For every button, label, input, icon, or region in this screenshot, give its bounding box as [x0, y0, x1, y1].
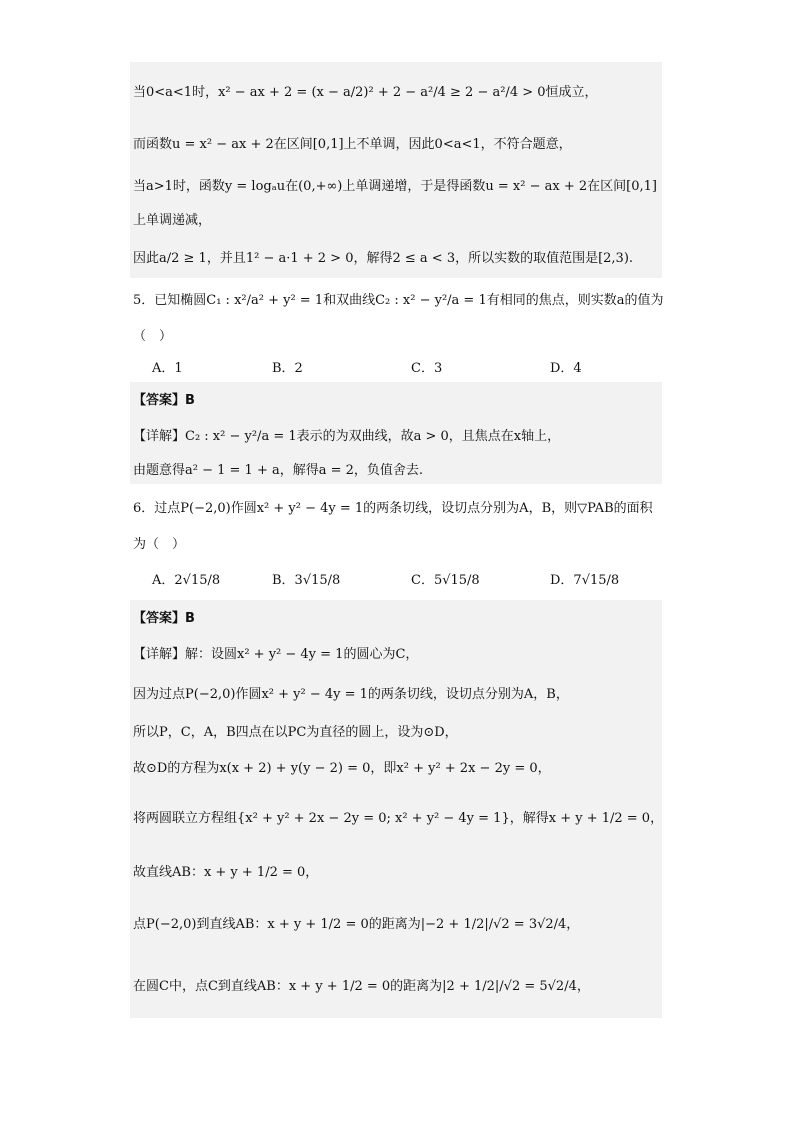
- text-line: 所以P，C，A，B四点在以PC为直径的圆上，设为⊙D，: [133, 725, 458, 740]
- q5-option-b: B．2: [272, 361, 303, 376]
- text-line: 上单调递减，: [133, 213, 212, 228]
- text-line: 将两圆联立方程组{x² + y² + 2x − 2y = 0; x² + y² − 4y = 1}，解得x + y + 1/2 = 0，: [133, 811, 664, 826]
- q6-option-b: B．3√15/8: [272, 573, 341, 588]
- q6-option-c: C．5√15/8: [411, 573, 480, 588]
- q5-option-a: A．1: [152, 361, 183, 376]
- text-line: 故⊙D的方程为x(x + 2) + y(y − 2) = 0，即x² + y² + 2x − 2y = 0，: [133, 761, 551, 776]
- q5-option-c: C．3: [411, 361, 443, 376]
- question-5-blank: （ ）: [133, 329, 173, 344]
- q6-option-d: D．7√15/8: [550, 573, 620, 588]
- q6-option-a: A．2√15/8: [152, 573, 221, 588]
- text-line: 因为过点P(−2,0)作圆x² + y² − 4y = 1的两条切线，设切点分别为A，B，: [133, 687, 569, 702]
- text-line: 而函数u = x² − ax + 2在区间[0,1]上不单调，因此0<a<1，不符合题意，: [133, 137, 572, 152]
- question-5: 5．已知椭圆C₁ : x²/a² + y² = 1和双曲线C₂ : x² − y²/a = 1有相同的焦点，则实数a的值为: [133, 293, 664, 308]
- text-line: 在圆C中，点C到直线AB：x + y + 1/2 = 0的距离为|2 + 1/2|/√2 = 5√2/4，: [133, 979, 590, 994]
- text-line: 因此a/2 ≥ 1，并且1² − a·1 + 2 > 0，解得2 ≤ a < 3，所以实数的取值范围是[2,3).: [133, 251, 634, 266]
- question-6: 6．过点P(−2,0)作圆x² + y² − 4y = 1的两条切线，设切点分别为A，B，则▽PAB的面积: [133, 501, 653, 516]
- text-line: 点P(−2,0)到直线AB：x + y + 1/2 = 0的距离为|−2 + 1/2|/√2 = 3√2/4，: [133, 917, 580, 932]
- text-line: 当0<a<1时，x² − ax + 2 = (x − a/2)² + 2 − a²/4 ≥ 2 − a²/4 > 0恒成立，: [133, 85, 598, 100]
- text-line: 【详解】解：设圆x² + y² − 4y = 1的圆心为C，: [133, 647, 419, 662]
- text-line: 故直线AB：x + y + 1/2 = 0，: [133, 865, 319, 880]
- text-line: 【详解】C₂ : x² − y²/a = 1表示的为双曲线，故a > 0，且焦点在x轴上，: [133, 429, 561, 444]
- q5-option-d: D．4: [550, 361, 582, 376]
- text-line: 当a>1时，函数y = logₐu在(0,+∞)上单调递增，于是得函数u = x² − ax + 2在区间[0,1]: [133, 179, 657, 194]
- question-6-blank: 为（ ）: [133, 537, 186, 552]
- answer-6: 【答案】B: [133, 611, 195, 626]
- answer-5: 【答案】B: [133, 393, 195, 408]
- text-line: 由题意得a² − 1 = 1 + a，解得a = 2，负值舍去.: [133, 463, 424, 478]
